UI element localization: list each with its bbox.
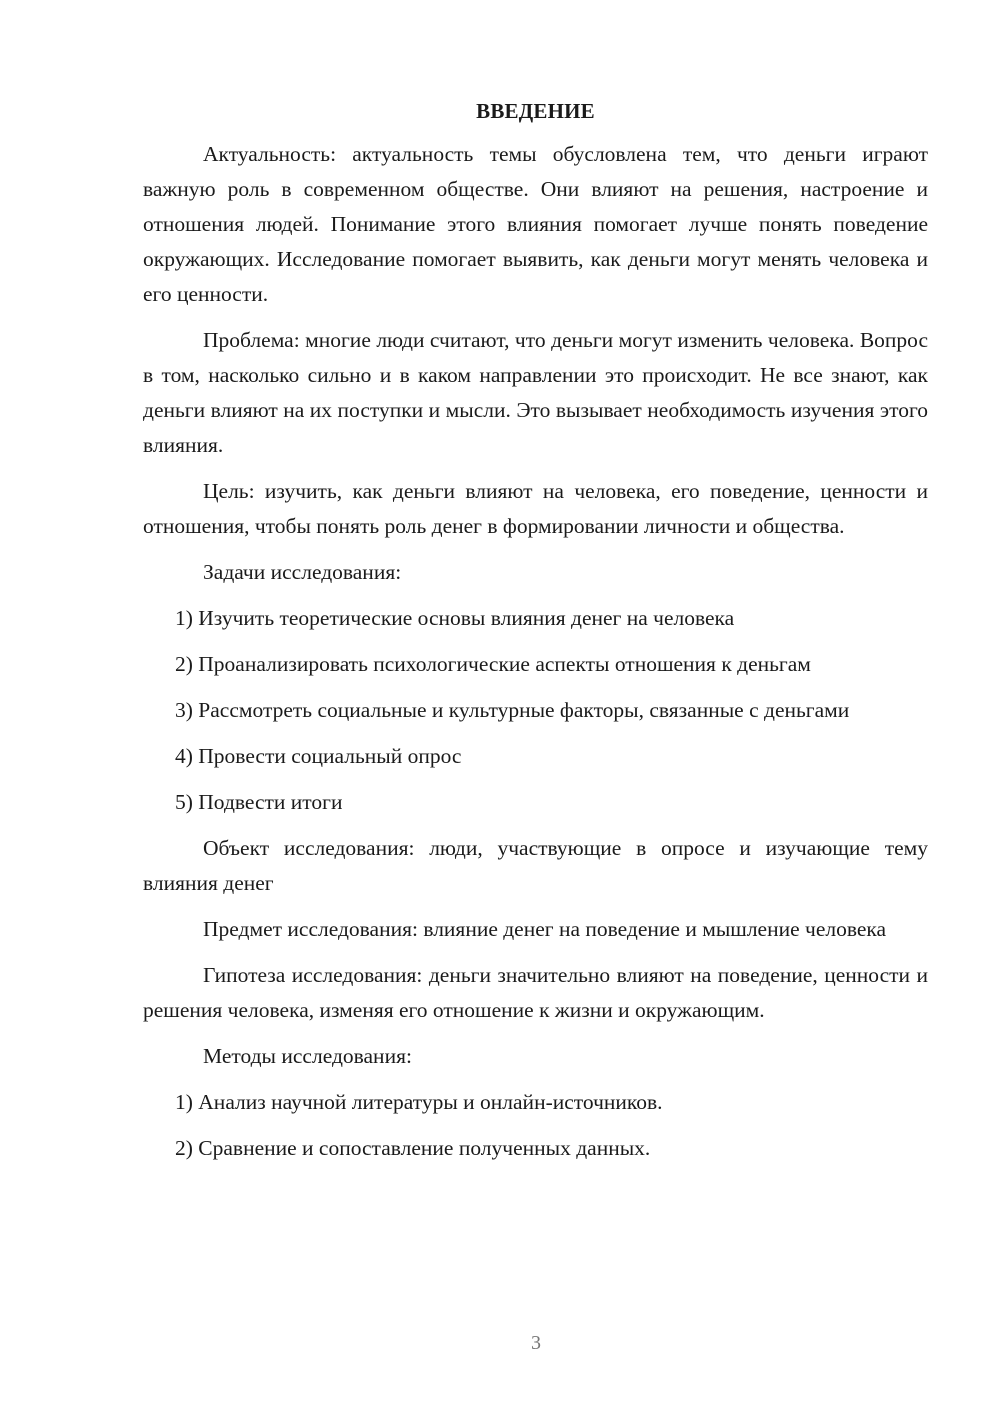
document-page [143,96,928,1177]
object-paragraph: Объект исследования: люди, участвующие в опросе и изучающие тему влияния денег [143,836,928,895]
tasks-heading: Задачи исследования: [203,560,402,584]
method-item-2: 2) Сравнение и сопоставление полученных данных. [175,1136,651,1160]
method-item-1: 1) Анализ научной литературы и онлайн-источников. [175,1090,663,1114]
goal-paragraph: Цель: изучить, как деньги влияют на человека, его поведение, ценности и отношения, чтобы понять роль денег в формировании личности и общества. [143,479,928,538]
page-title: ВВЕДЕНИЕ [476,99,595,123]
subject-paragraph: Предмет исследования: влияние денег на поведение и мышление человека [203,917,887,941]
page-number: 3 [531,1332,541,1354]
hypothesis-paragraph: Гипотеза исследования: деньги значительно влияют на поведение, ценности и решения человека, изменяя его отношение к жизни и окружающим. [143,963,928,1022]
methods-heading: Методы исследования: [203,1044,412,1068]
task-item-3: 3) Рассмотреть социальные и культурные факторы, связанные с деньгами [175,698,850,722]
task-item-5: 5) Подвести итоги [175,790,343,814]
problem-paragraph: Проблема: многие люди считают, что деньги могут изменить человека. Вопрос в том, насколько сильно и в каком направлении это происходит. Не все знают, как деньги влияют на их поступки и мысли. Это вызывает необходимость изучения этого влияния. [143,328,928,457]
task-item-1: 1) Изучить теоретические основы влияния денег на человека [175,606,735,630]
actuality-paragraph: Актуальность: актуальность темы обусловлена тем, что деньги играют важную роль в современном обществе. Они влияют на решения, настроение и отношения людей. Понимание этого влияния помогает лучше понять поведение окружающих. Исследование помогает выявить, как деньги могут менять человека и его ценности. [143,142,928,306]
task-item-2: 2) Проанализировать психологические аспекты отношения к деньгам [175,652,811,676]
task-item-4: 4) Провести социальный опрос [175,744,462,768]
